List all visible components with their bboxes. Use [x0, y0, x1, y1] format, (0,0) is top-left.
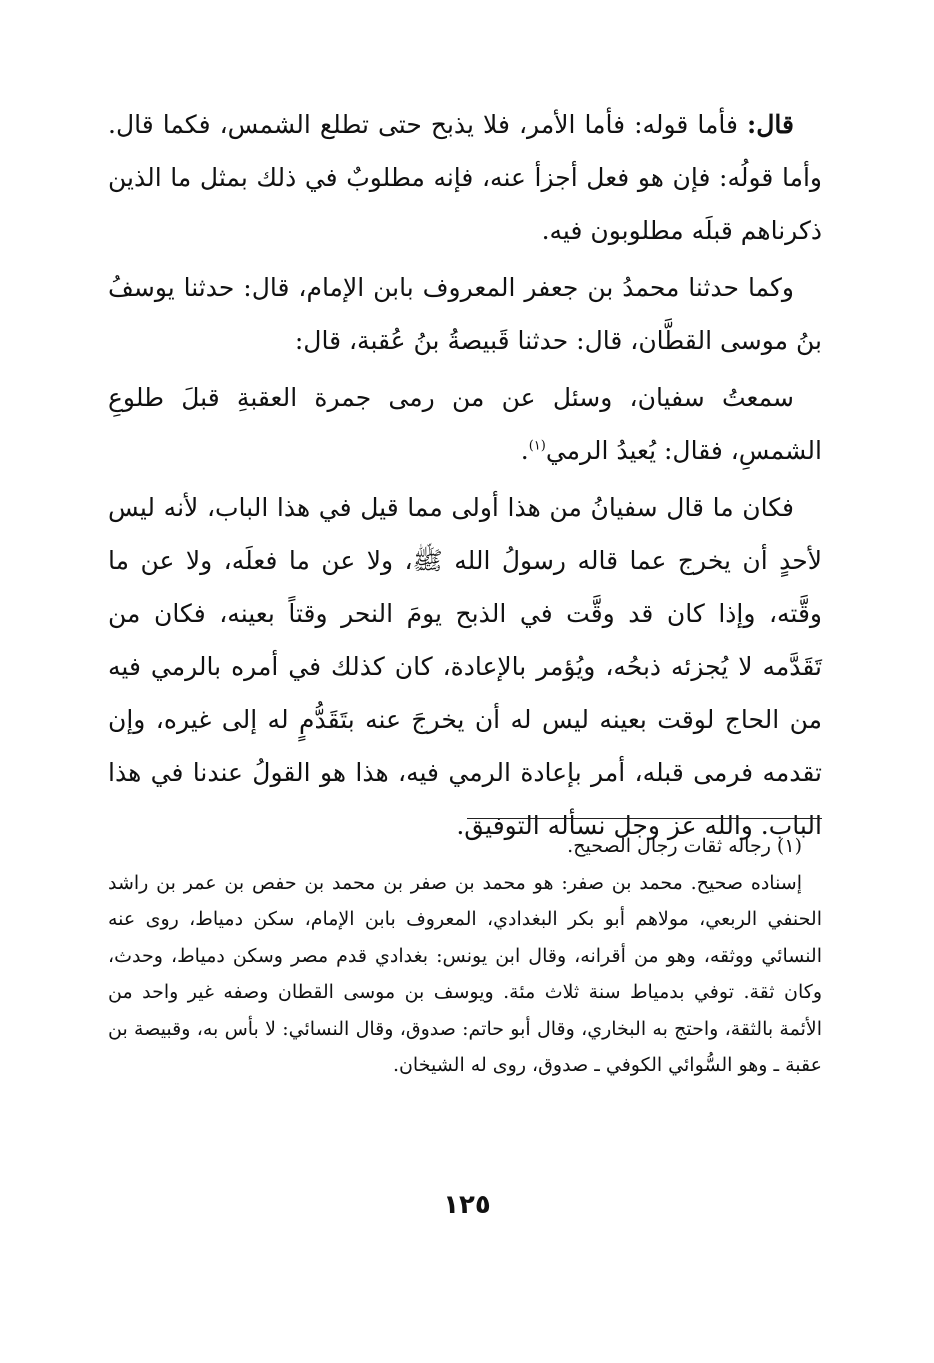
paragraph-3 — [108, 371, 822, 477]
page-number: ١٢٥ — [443, 1190, 491, 1220]
footnote-1: (١) رجاله ثقات رجال الصحيح. — [567, 835, 802, 857]
footnote-reference[interactable]: (١) — [528, 438, 546, 454]
paragraph-3-text: سمعتُ سفيان، وسئل عن من رمى جمرة العقبةِ قبلَ طلوعِ الشمسِ، فقال: يُعيدُ الرمي — [108, 383, 822, 465]
paragraph-1 — [108, 98, 822, 257]
paragraph-1-text: فأما قوله: فأما الأمر، فلا يذبح حتى تطلع الشمس، فكما قال. وأما قولُه: فإن هو فعل أجزأ عنه، فإنه مطلوبٌ في ذلك بمثل ما الذين ذكرناهم قبلَه مطلوبون فيه. — [108, 110, 822, 245]
paragraph-lead-word: قال: — [747, 110, 794, 139]
main-text — [108, 98, 822, 852]
footnotes — [108, 828, 822, 1084]
footnote-2: إسناده صحيح. محمد بن صفر: هو محمد بن صفر بن محمد بن حفص بن عمر بن راشد الحنفي الربعي، مولاهم أبو بكر البغدادي، المعروف بابن الإمام، سكن دمياط، روى عنه النسائي ووثقه، وهو من أقرانه، وقال ابن يونس: بغدادي قدم مصر وسكن دمياط، وحدث، وكان ثقة. توفي بدمياط سنة ثلاث مئة. ويوسف بن موسى القطان وصفه غير واحد من الأئمة بالثقة، واحتج به البخاري، وقال أبو حاتم: صدوق، وقال النسائي: لا بأس به، وقبيصة بن عقبة ـ وهو السُّوائي الكوفي ـ صدوق، روى له الشيخان. — [108, 871, 822, 1076]
paragraph-2: وكما حدثنا محمدُ بن جعفر المعروف بابن الإمام، قال: حدثنا يوسفُ بنُ موسى القطَّان، قال: حدثنا قَبيصةُ بنُ عُقبة، قال: — [108, 273, 822, 355]
paragraph-3-end: . — [520, 436, 529, 465]
paragraph-4: فكان ما قال سفيانُ من هذا أولى مما قيل في هذا الباب، لأنه ليس لأحدٍ أن يخرج عما قاله رسولُ الله ﷺ، ولا عن ما فعلَه، ولا عن ما وقَّته، وإذا كان قد وقَّت في الذبح يومَ النحر وقتاً بعينه، فكان من تَقَدَّمه لا يُجزئه ذبحُه، ويُؤمر بالإعادة، كان كذلك في أمره بالرمي فيه من الحاج لوقت بعينه ليس له أن يخرجَ عنه بتَقَدُّمٍ له إلى غيره، وإن تقدمه فرمى قبله، أمر بإعادة الرمي فيه، هذا هو القولُ عندنا في هذا الباب. والله عز وجل نسأله التوفيق. — [108, 493, 822, 840]
footnote-separator — [467, 818, 822, 819]
